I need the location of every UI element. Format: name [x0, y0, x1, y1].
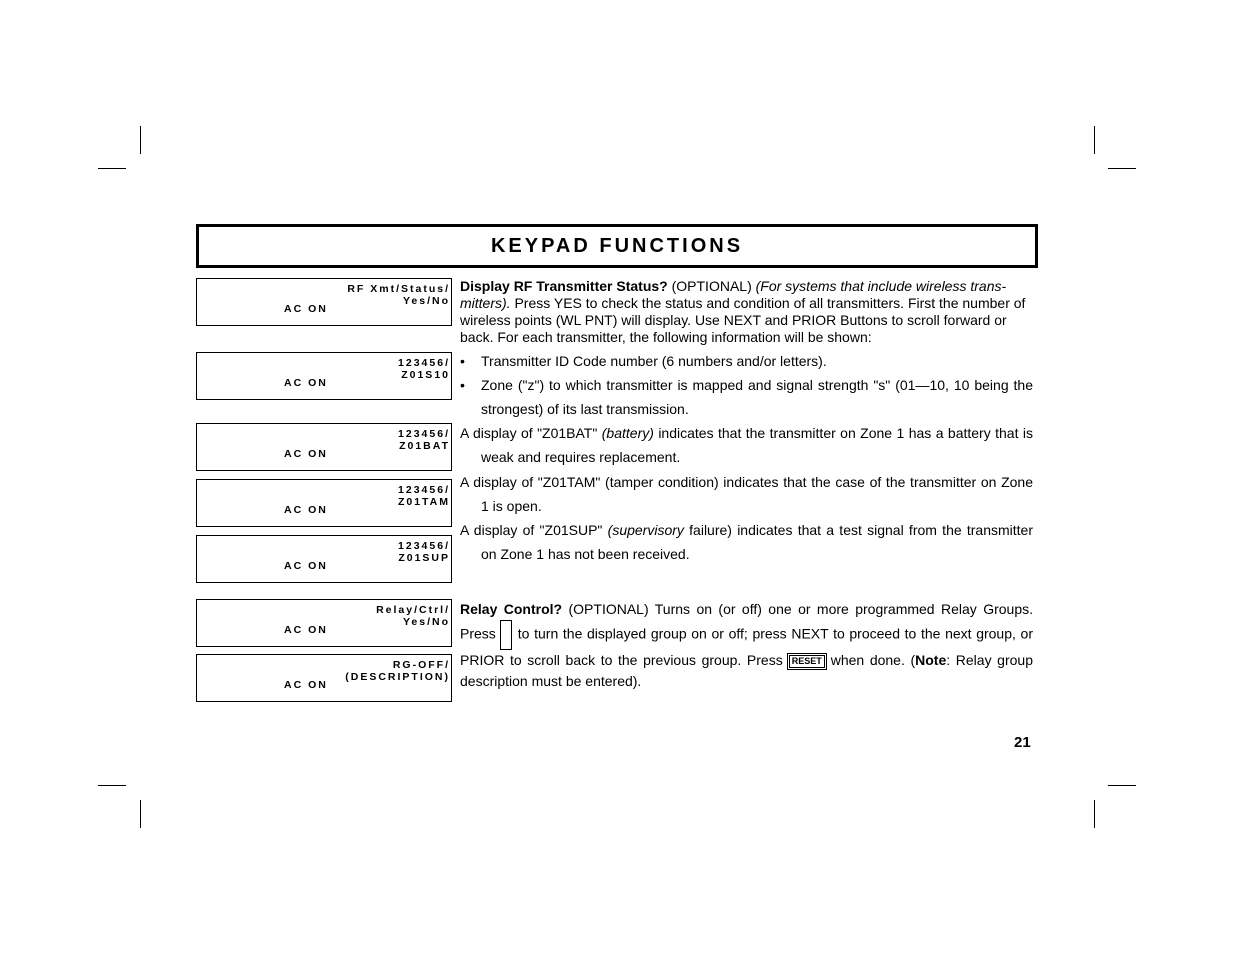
bullet-icon: • [460, 353, 465, 369]
display-line2: Z01S10 [401, 369, 450, 381]
display-line2: Z01SUP [398, 552, 450, 564]
display-status: AC ON [284, 560, 328, 572]
crop-mark [140, 800, 141, 828]
display-line2: Yes/No [402, 616, 450, 628]
display-status: AC ON [284, 679, 328, 691]
bullet-icon: • [460, 377, 465, 393]
keypad-display [196, 278, 452, 326]
page-number: 21 [1014, 734, 1031, 751]
display-line1: 123456/ [398, 484, 450, 496]
keypad-display [196, 352, 452, 400]
crop-mark [98, 168, 126, 169]
supervisory-paragraph: A display of "Z01SUP" (supervisory failure) indicates that a test signal from the transmitter on Zone 1 has not been received. [460, 522, 1034, 562]
display-line2: Z01BAT [399, 440, 450, 452]
display-line1: 123456/ [398, 357, 450, 369]
relay-heading: Relay Control? [460, 601, 563, 617]
display-status: AC ON [284, 303, 328, 315]
on-off-key-icon [500, 620, 512, 650]
crop-mark [1108, 168, 1136, 169]
list-item: • Zone ("z") to which transmitter is mapped and signal strength "s" (01—10, 10 being the strongest) of its last transmission. [460, 373, 1033, 421]
list-item: • Transmitter ID Code number (6 numbers and/or letters). [460, 349, 1033, 373]
keypad-display [196, 423, 452, 471]
display-line2: Z01TAM [397, 496, 450, 508]
page-title: KEYPAD FUNCTIONS [490, 234, 744, 257]
keypad-display [196, 535, 452, 583]
rf-italic-note: (For systems that include wireless trans-mitters). [460, 278, 1007, 311]
relay-paragraph: Relay Control? (OPTIONAL) Turns on (or off) one or more programmed Relay Groups. Press to turn the displayed group on or off; press NEXT to proceed to the next group, or PRIOR to scroll back to the previous group. Press RESET when done. (Note: Relay group description must be entered). [460, 601, 1033, 689]
tamper-paragraph: A display of "Z01TAM" (tamper condition) indicates that the case of the transmitter on Zone 1 is open. [460, 474, 1033, 514]
crop-mark [1108, 785, 1136, 786]
display-line1: RF Xmt/Status/ [347, 283, 450, 295]
rf-intro-paragraph [460, 278, 1033, 346]
display-line2: (DESCRIPTION) [345, 671, 450, 683]
reset-key-icon: RESET [789, 655, 825, 668]
crop-mark [1094, 126, 1095, 154]
keypad-display [196, 479, 452, 527]
rf-optional: (OPTIONAL) [671, 278, 752, 294]
keypad-display [196, 654, 452, 702]
display-line1: Relay/Ctrl/ [376, 604, 450, 616]
page-title-box [196, 224, 1038, 268]
keypad-display [196, 599, 452, 647]
display-line1: 123456/ [398, 540, 450, 552]
display-status: AC ON [284, 377, 328, 389]
display-line2: Yes/No [402, 295, 450, 307]
crop-mark [98, 785, 126, 786]
battery-paragraph: A display of "Z01BAT" (battery) indicates that the transmitter on Zone 1 has a battery that is weak and requires replacement. [460, 425, 1034, 465]
display-status: AC ON [284, 448, 328, 460]
crop-mark [140, 126, 141, 154]
rf-intro-text: Press YES to check the status and condition of all transmitters. First the number of wireless points (WL PNT) will display. Use NEXT and PRIOR Buttons to scroll forward or back. For each transmitter, the following information will be shown: [460, 295, 1026, 345]
display-line1: RG-OFF/ [392, 659, 450, 671]
display-status: AC ON [284, 504, 328, 516]
display-line1: 123456/ [398, 428, 450, 440]
display-status: AC ON [284, 624, 328, 636]
rf-heading: Display RF Transmitter Status? [460, 278, 668, 294]
crop-mark [1094, 800, 1095, 828]
